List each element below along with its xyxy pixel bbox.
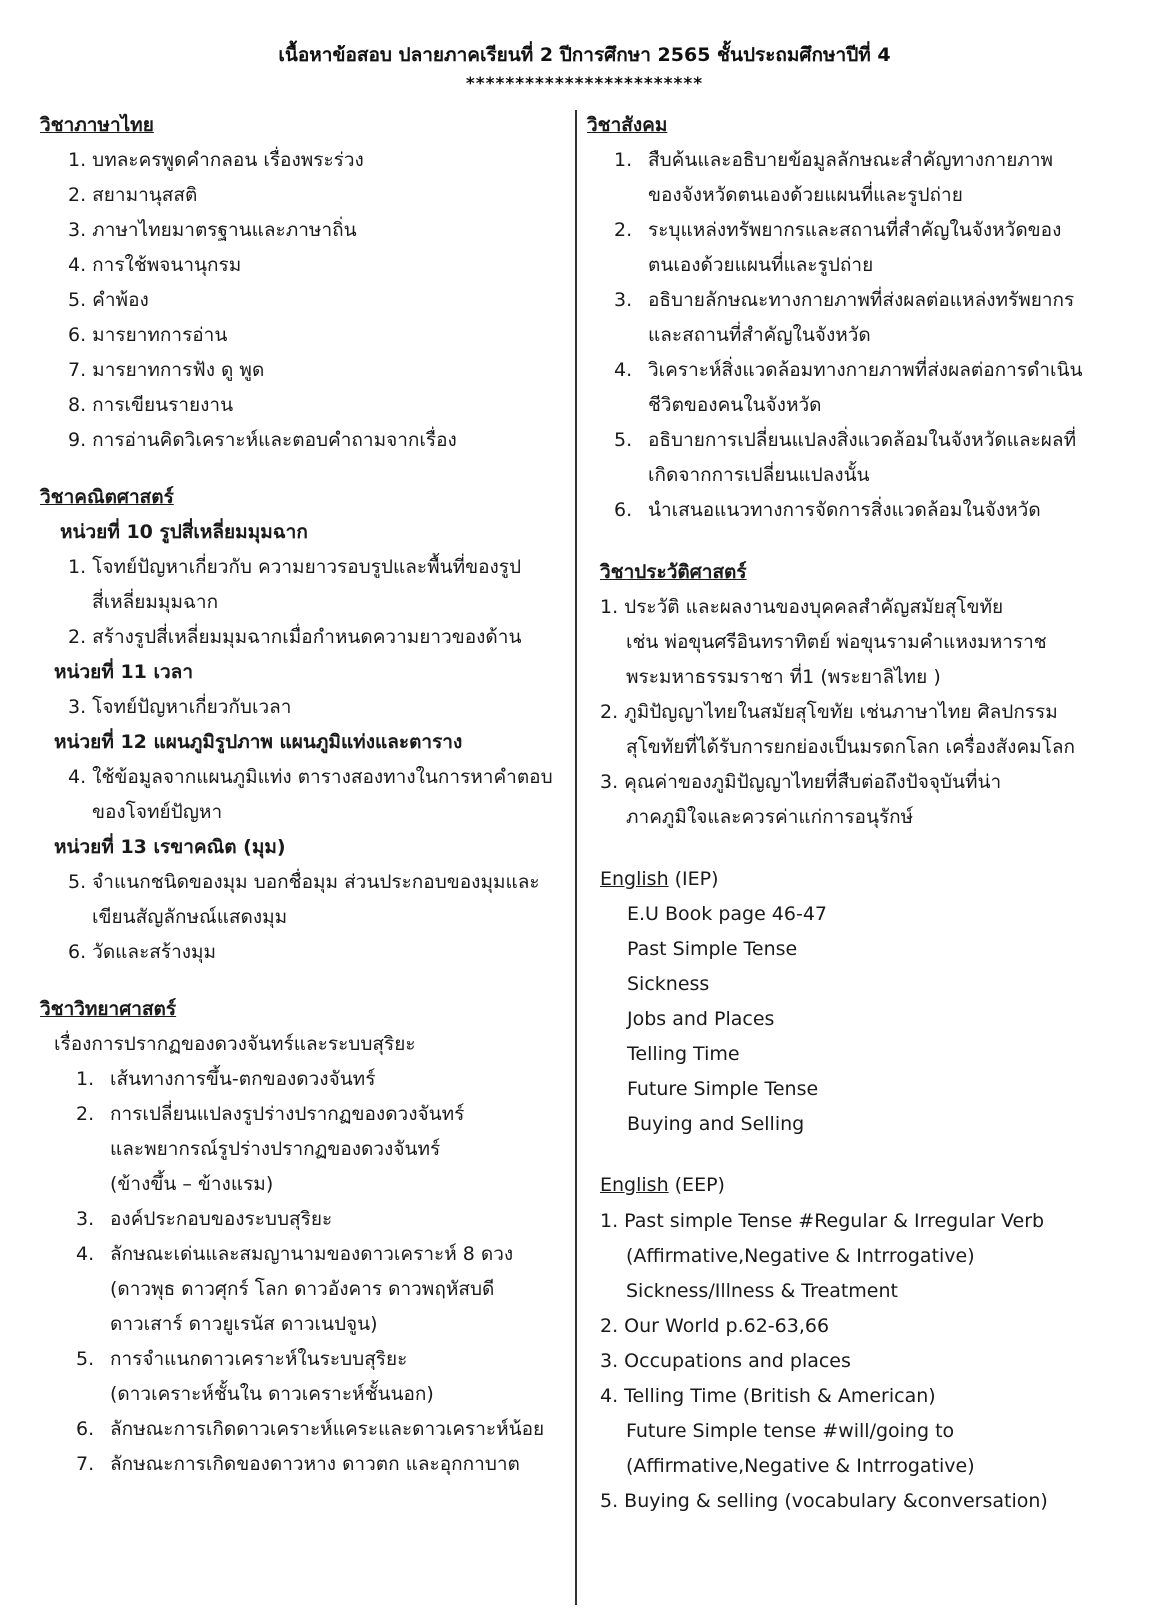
eep-item-cont: (Affirmative,Negative & Intrrogative) bbox=[626, 1455, 975, 1477]
thai-item: 9. การอ่านคิดวิเคราะห์และตอบคำถามจากเรื่อง bbox=[68, 429, 457, 451]
eep-item-cont: Sickness/Illness & Treatment bbox=[626, 1280, 898, 1302]
math-unit-13: หน่วยที่ 13 เรขาคณิต (มุม) bbox=[54, 836, 286, 858]
iep-item: Jobs and Places bbox=[627, 1008, 775, 1030]
history-item: 2. ภูมิปัญญาไทยในสมัยสุโขทัย เช่นภาษาไทย ศิลปกรรม bbox=[600, 701, 1058, 723]
social-item: อธิบายการเปลี่ยนแปลงสิ่งแวดล้อมในจังหวัดและผลที่ bbox=[648, 429, 1077, 451]
thai-item: 2. สยามานุสสติ bbox=[68, 184, 198, 206]
science-item-cont: (ข้างขึ้น – ข้างแรม) bbox=[110, 1173, 274, 1195]
social-item-cont: และสถานที่สำคัญในจังหวัด bbox=[648, 324, 871, 346]
history-heading: วิชาประวัติศาสตร์ bbox=[600, 561, 747, 583]
thai-item: 6. มารยาทการอ่าน bbox=[68, 324, 228, 346]
iep-item: Past Simple Tense bbox=[627, 938, 798, 960]
iep-item: Future Simple Tense bbox=[627, 1078, 819, 1100]
page-title: เนื้อหาข้อสอบ ปลายภาคเรียนที่ 2 ปีการศึกษา 2565 ชั้นประถมศึกษาปีที่ 4 bbox=[278, 44, 891, 66]
science-num: 6. bbox=[76, 1418, 95, 1440]
eep-heading bbox=[600, 1172, 725, 1198]
science-num: 4. bbox=[76, 1243, 95, 1265]
social-num: 1. bbox=[614, 149, 633, 171]
math-item: 3. โจทย์ปัญหาเกี่ยวกับเวลา bbox=[68, 696, 292, 718]
iep-item: E.U Book page 46-47 bbox=[627, 903, 828, 925]
science-intro: เรื่องการปรากฏของดวงจันทร์และระบบสุริยะ bbox=[54, 1033, 416, 1055]
title-separator: ************************ bbox=[465, 74, 704, 94]
math-item-cont: สี่เหลี่ยมมุมฉาก bbox=[92, 591, 219, 613]
eep-heading-tag: (EEP) bbox=[668, 1174, 725, 1196]
social-num: 2. bbox=[614, 219, 633, 241]
science-item: องค์ประกอบของระบบสุริยะ bbox=[110, 1208, 333, 1230]
thai-item: 8. การเขียนรายงาน bbox=[68, 394, 234, 416]
eep-item: 5. Buying & selling (vocabulary &conversation) bbox=[600, 1490, 1048, 1512]
science-heading: วิชาวิทยาศาสตร์ bbox=[40, 998, 177, 1020]
math-unit-11: หน่วยที่ 11 เวลา bbox=[54, 661, 193, 683]
history-item-cont: ภาคภูมิใจและควรค่าแก่การอนุรักษ์ bbox=[626, 806, 914, 828]
social-num: 3. bbox=[614, 289, 633, 311]
thai-item: 7. มารยาทการฟัง ดู พูด bbox=[68, 359, 265, 381]
social-item-cont: เกิดจากการเปลี่ยนแปลงนั้น bbox=[648, 464, 870, 486]
history-item: 3. คุณค่าของภูมิปัญญาไทยที่สืบต่อถึงปัจจุบันที่น่า bbox=[600, 771, 1002, 793]
eep-item: 3. Occupations and places bbox=[600, 1350, 851, 1372]
history-item: 1. ประวัติ และผลงานของบุคคลสำคัญสมัยสุโขทัย bbox=[600, 596, 1004, 618]
science-item-cont: และพยากรณ์รูปร่างปรากฏของดวงจันทร์ bbox=[110, 1138, 441, 1160]
math-item-cont: เขียนสัญลักษณ์แสดงมุม bbox=[92, 906, 288, 928]
social-heading: วิชาสังคม bbox=[587, 114, 668, 136]
thai-item: 3. ภาษาไทยมาตรฐานและภาษาถิ่น bbox=[68, 219, 357, 241]
science-num: 3. bbox=[76, 1208, 95, 1230]
thai-heading: วิชาภาษาไทย bbox=[40, 114, 154, 136]
science-num: 1. bbox=[76, 1068, 95, 1090]
science-num: 2. bbox=[76, 1103, 95, 1125]
thai-item: 1. บทละครพูดคำกลอน เรื่องพระร่วง bbox=[68, 149, 364, 171]
science-item-cont: ดาวเสาร์ ดาวยูเรนัส ดาวเนปจูน) bbox=[110, 1313, 378, 1335]
social-item-cont: ชีวิตของคนในจังหวัด bbox=[648, 394, 822, 416]
eep-heading-label: English bbox=[600, 1174, 669, 1196]
social-item: วิเคราะห์สิ่งแวดล้อมทางกายภาพที่ส่งผลต่อการดำเนิน bbox=[648, 359, 1083, 381]
science-num: 5. bbox=[76, 1348, 95, 1370]
math-item: 5. จำแนกชนิดของมุม บอกชื่อมุม ส่วนประกอบของมุมและ bbox=[68, 871, 540, 893]
eep-item: 2. Our World p.62-63,66 bbox=[600, 1315, 830, 1337]
thai-item: 5. คำพ้อง bbox=[68, 289, 149, 311]
math-item: 2. สร้างรูปสี่เหลี่ยมมุมฉากเมื่อกำหนดความยาวของด้าน bbox=[68, 626, 522, 648]
eep-item-cont: Future Simple tense #will/going to bbox=[626, 1420, 955, 1442]
science-item: ลักษณะการเกิดดาวเคราะห์แคระและดาวเคราะห์น้อย bbox=[110, 1418, 545, 1440]
social-item: ระบุแหล่งทรัพยากรและสถานที่สำคัญในจังหวัดของ bbox=[648, 219, 1062, 241]
iep-item: Buying and Selling bbox=[627, 1113, 805, 1135]
math-unit-10: หน่วยที่ 10 รูปสี่เหลี่ยมมุมฉาก bbox=[60, 521, 308, 543]
social-item: สืบค้นและอธิบายข้อมูลลักษณะสำคัญทางกายภาพ bbox=[648, 149, 1054, 171]
social-item: นำเสนอแนวทางการจัดการสิ่งแวดล้อมในจังหวัด bbox=[648, 499, 1041, 521]
math-item-cont: ของโจทย์ปัญหา bbox=[92, 801, 223, 823]
column-divider bbox=[575, 110, 577, 1605]
iep-item: Telling Time bbox=[627, 1043, 740, 1065]
social-num: 6. bbox=[614, 499, 633, 521]
history-item-cont: สุโขทัยที่ได้รับการยกย่องเป็นมรดกโลก เครื่องสังคมโลก bbox=[626, 736, 1076, 758]
iep-heading bbox=[600, 866, 719, 892]
eep-item: 4. Telling Time (British & American) bbox=[600, 1385, 936, 1407]
eep-item-cont: (Affirmative,Negative & Intrrogative) bbox=[626, 1245, 975, 1267]
social-item: อธิบายลักษณะทางกายภาพที่ส่งผลต่อแหล่งทรัพยากร bbox=[648, 289, 1075, 311]
history-item-cont: เช่น พ่อขุนศรีอินทราทิตย์ พ่อขุนรามคำแหงมหาราช bbox=[626, 631, 1047, 653]
math-item: 6. วัดและสร้างมุม bbox=[68, 941, 217, 963]
thai-item: 4. การใช้พจนานุกรม bbox=[68, 254, 242, 276]
history-item-cont: พระมหาธรรมราชา ที่1 (พระยาลิไทย ) bbox=[626, 666, 941, 688]
social-item-cont: ตนเองด้วยแผนที่และรูปถ่าย bbox=[648, 254, 874, 276]
science-item: เส้นทางการขึ้น-ตกของดวงจันทร์ bbox=[110, 1068, 376, 1090]
social-item-cont: ของจังหวัดตนเองด้วยแผนที่และรูปถ่าย bbox=[648, 184, 963, 206]
science-item: ลักษณะเด่นและสมญานามของดาวเคราะห์ 8 ดวง bbox=[110, 1243, 514, 1265]
eep-item: 1. Past simple Tense #Regular & Irregular Verb bbox=[600, 1210, 1045, 1232]
science-item: การเปลี่ยนแปลงรูปร่างปรากฏของดวงจันทร์ bbox=[110, 1103, 465, 1125]
math-item: 4. ใช้ข้อมูลจากแผนภูมิแท่ง ตารางสองทางในการหาคำตอบ bbox=[68, 766, 553, 788]
iep-item: Sickness bbox=[627, 973, 710, 995]
math-item: 1. โจทย์ปัญหาเกี่ยวกับ ความยาวรอบรูปและพื้นที่ของรูป bbox=[68, 556, 522, 578]
science-item: การจำแนกดาวเคราะห์ในระบบสุริยะ bbox=[110, 1348, 408, 1370]
iep-heading-tag: (IEP) bbox=[668, 868, 719, 890]
science-item: ลักษณะการเกิดของดาวหาง ดาวตก และอุกกาบาต bbox=[110, 1453, 520, 1475]
social-num: 5. bbox=[614, 429, 633, 451]
social-num: 4. bbox=[614, 359, 633, 381]
iep-heading-label: English bbox=[600, 868, 669, 890]
math-unit-12: หน่วยที่ 12 แผนภูมิรูปภาพ แผนภูมิแท่งและตาราง bbox=[54, 731, 463, 753]
science-num: 7. bbox=[76, 1453, 95, 1475]
math-heading: วิชาคณิตศาสตร์ bbox=[40, 486, 174, 508]
science-item-cont: (ดาวพุธ ดาวศุกร์ โลก ดาวอังคาร ดาวพฤหัสบดี bbox=[110, 1278, 495, 1300]
science-item-cont: (ดาวเคราะห์ชั้นใน ดาวเคราะห์ชั้นนอก) bbox=[110, 1383, 434, 1405]
